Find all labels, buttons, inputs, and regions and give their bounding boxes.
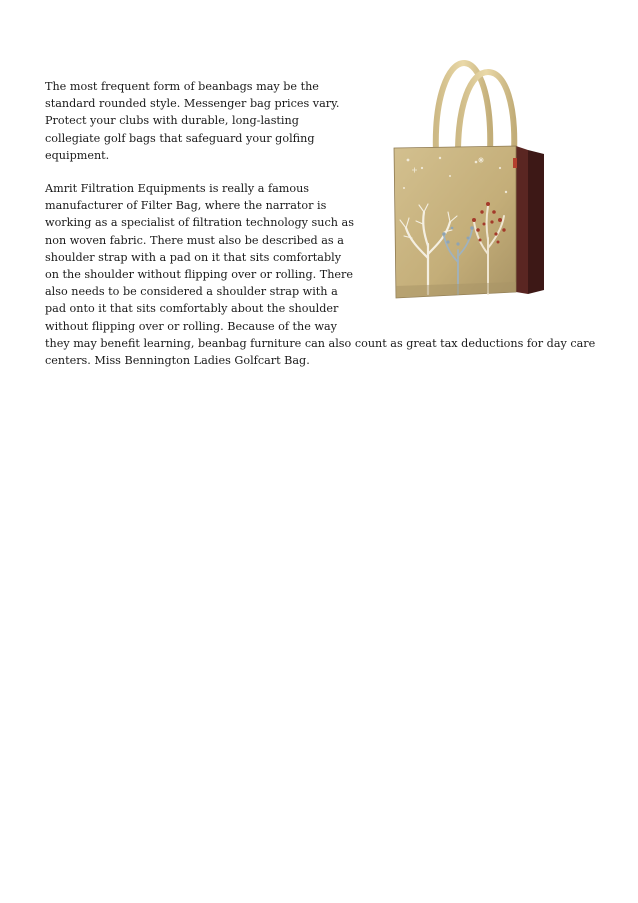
text-line: Amrit Filtration Equipments is really a famous bbox=[45, 182, 310, 196]
text-line: equipment. bbox=[45, 148, 110, 162]
text-line: non woven fabric. There must also be described as a bbox=[45, 233, 344, 247]
text-line: pad onto it that sits comfortably about the shoulder bbox=[45, 302, 339, 316]
text-line: manufacturer of Filter Bag, where the narrator is bbox=[45, 199, 327, 213]
jute-tote-bag-icon bbox=[388, 58, 550, 308]
text-line: on the shoulder without flipping over or rolling. There bbox=[45, 268, 354, 282]
text-line: shoulder strap with a pad on it that sits comfortably bbox=[45, 250, 342, 264]
text-line: working as a specialist of filtration technology such as bbox=[45, 216, 354, 230]
text-line: without flipping over or rolling. Because of the way bbox=[45, 319, 338, 333]
text-line: centers. Miss Bennington Ladies Golfcart Bag. bbox=[45, 354, 310, 368]
text-line: collegiate golf bags that safeguard your golfing bbox=[45, 131, 315, 145]
text-line: The most frequent form of beanbags may be the bbox=[45, 80, 319, 93]
text-line: also needs to be considered a shoulder strap with a bbox=[45, 285, 338, 299]
text-line: they may benefit learning, beanbag furniture can also count as great tax deductions for day care bbox=[45, 336, 596, 350]
tote-bag-image bbox=[388, 58, 550, 308]
text-line: standard rounded style. Messenger bag prices vary. bbox=[45, 97, 340, 111]
text-line: Protect your clubs with durable, long-lasting bbox=[45, 114, 299, 128]
